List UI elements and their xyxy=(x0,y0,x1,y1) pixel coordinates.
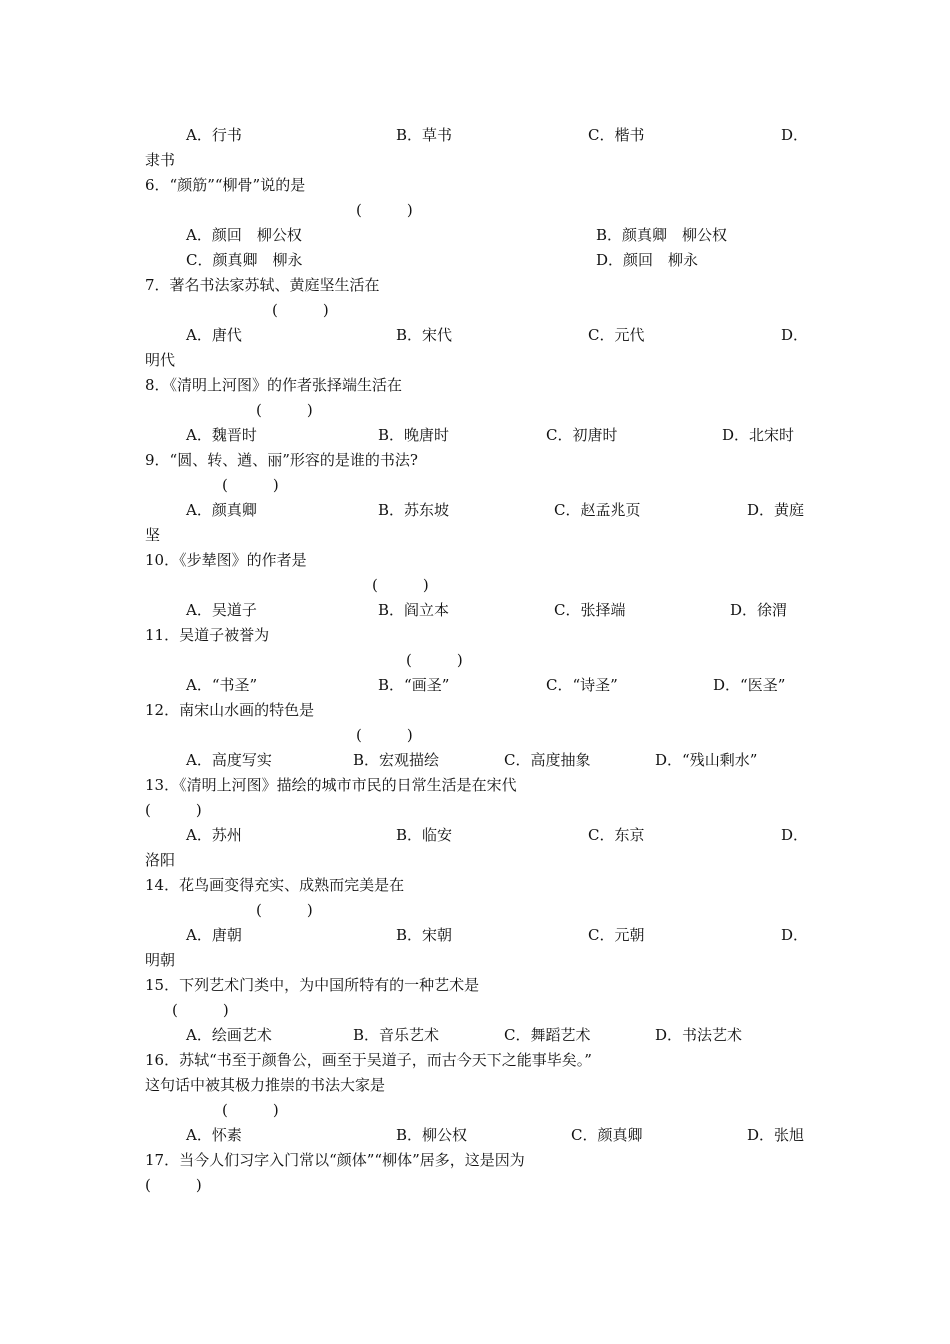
text-q15a-0: A．绘画艺术 xyxy=(186,1026,272,1044)
text-q9p-0: ( ) xyxy=(222,476,279,494)
text-q17p-0: ( ) xyxy=(145,1176,202,1194)
text-q16a-3: D．张旭 xyxy=(747,1126,805,1144)
text-q13-0: 13．《清明上河图》描绘的城市市民的日常生活是在宋代 xyxy=(145,776,517,794)
text-q14a-3: D． xyxy=(781,926,809,944)
text-q11p-0: ( ) xyxy=(406,651,463,669)
text-q10a-2: C．张择端 xyxy=(554,601,626,619)
text-q8p-0: ( ) xyxy=(256,401,313,419)
text-q15a-1: B．音乐艺术 xyxy=(353,1026,440,1044)
text-q10p-0: ( ) xyxy=(372,576,429,594)
text-q11a-3: D．“医圣” xyxy=(713,676,786,694)
text-q11a-1: B．“画圣” xyxy=(378,676,450,694)
text-q8a-2: C．初唐时 xyxy=(546,426,618,444)
text-q14a-2: C．元朝 xyxy=(588,926,645,944)
text-q6c-0: C．颜真卿 柳永 xyxy=(186,251,303,269)
text-q11a-2: C．“诗圣” xyxy=(546,676,618,694)
text-l1-3: D． xyxy=(781,126,809,144)
text-q13a-1: B．临安 xyxy=(396,826,453,844)
text-q13a-2: C．东京 xyxy=(588,826,645,844)
text-q12-0: 12．南宋山水画的特色是 xyxy=(145,701,315,719)
text-q12p-0: ( ) xyxy=(356,726,413,744)
text-q12a-3: D．“残山剩水” xyxy=(655,751,758,769)
text-q9a-3: D．黄庭 xyxy=(747,501,805,519)
text-q17-0: 17．当今人们习字入门常以“颜体”“柳体”居多，这是因为 xyxy=(145,1151,525,1169)
text-q10-0: 10．《步辇图》的作者是 xyxy=(145,551,307,569)
text-q7-0: 7．著名书法家苏轼、黄庭坚生活在 xyxy=(145,276,380,294)
text-q16-0: 16．苏轼“书至于颜鲁公，画至于吴道子，而古今天下之能事毕矣。” xyxy=(145,1051,592,1069)
text-q7a-0: A．唐代 xyxy=(186,326,242,344)
text-l1-2: C．楷书 xyxy=(588,126,645,144)
text-q10a-1: B．阎立本 xyxy=(378,601,450,619)
text-q9d-0: 坚 xyxy=(145,526,161,544)
text-q14d-0: 明朝 xyxy=(145,951,176,969)
text-q14p-0: ( ) xyxy=(256,901,313,919)
text-q15a-2: C．舞蹈艺术 xyxy=(504,1026,591,1044)
text-q7d-0: 明代 xyxy=(145,351,176,369)
text-q13p-0: ( ) xyxy=(145,801,202,819)
text-l1-1: B．草书 xyxy=(396,126,453,144)
text-q12a-0: A．高度写实 xyxy=(186,751,272,769)
text-q10a-3: D．徐渭 xyxy=(730,601,788,619)
text-q16a-1: B．柳公权 xyxy=(396,1126,468,1144)
text-q8a-1: B．晚唐时 xyxy=(378,426,450,444)
text-q12a-1: B．宏观描绘 xyxy=(353,751,440,769)
text-q10a-0: A．吴道子 xyxy=(186,601,257,619)
text-q11a-0: A．“书圣” xyxy=(186,676,258,694)
text-q8-0: 8．《清明上河图》的作者张择端生活在 xyxy=(145,376,403,394)
text-q9a-1: B．苏东坡 xyxy=(378,501,450,519)
text-q6-0: 6．“颜筋”“柳骨”说的是 xyxy=(145,176,306,194)
text-q8a-3: D．北宋时 xyxy=(722,426,795,444)
text-q16a-0: A．怀素 xyxy=(186,1126,242,1144)
text-q9a-0: A．颜真卿 xyxy=(186,501,257,519)
text-q16b-0: 这句话中被其极力推崇的书法大家是 xyxy=(145,1076,386,1094)
text-q7p-0: ( ) xyxy=(272,301,329,319)
text-q13a-3: D． xyxy=(781,826,809,844)
text-q11-0: 11．吴道子被誉为 xyxy=(145,626,270,644)
text-q6c-1: D．颜回 柳永 xyxy=(596,251,699,269)
text-q14-0: 14．花鸟画变得充实、成熟而完美是在 xyxy=(145,876,405,894)
text-q6a-0: A．颜回 柳公权 xyxy=(186,226,302,244)
text-q16p-0: ( ) xyxy=(222,1101,279,1119)
text-l1-0: A．行书 xyxy=(186,126,242,144)
text-q12a-2: C．高度抽象 xyxy=(504,751,591,769)
text-q16a-2: C．颜真卿 xyxy=(571,1126,643,1144)
text-q7a-2: C．元代 xyxy=(588,326,645,344)
text-q15-0: 15．下列艺术门类中，为中国所特有的一种艺术是 xyxy=(145,976,480,994)
text-q7a-3: D． xyxy=(781,326,809,344)
text-l2-0: 隶书 xyxy=(145,151,176,169)
text-q14a-0: A．唐朝 xyxy=(186,926,242,944)
text-q15p-0: ( ) xyxy=(172,1001,229,1019)
text-q13a-0: A．苏州 xyxy=(186,826,242,844)
text-q9-0: 9．“圆、转、遒、丽”形容的是谁的书法? xyxy=(145,451,418,469)
text-q14a-1: B．宋朝 xyxy=(396,926,453,944)
text-q8a-0: A．魏晋时 xyxy=(186,426,257,444)
text-q6a-1: B．颜真卿 柳公权 xyxy=(596,226,728,244)
text-q13d-0: 洛阳 xyxy=(145,851,176,869)
text-q15a-3: D．书法艺术 xyxy=(655,1026,743,1044)
text-q7a-1: B．宋代 xyxy=(396,326,453,344)
text-q6p-0: ( ) xyxy=(356,201,413,219)
text-q9a-2: C．赵孟兆页 xyxy=(554,501,641,519)
